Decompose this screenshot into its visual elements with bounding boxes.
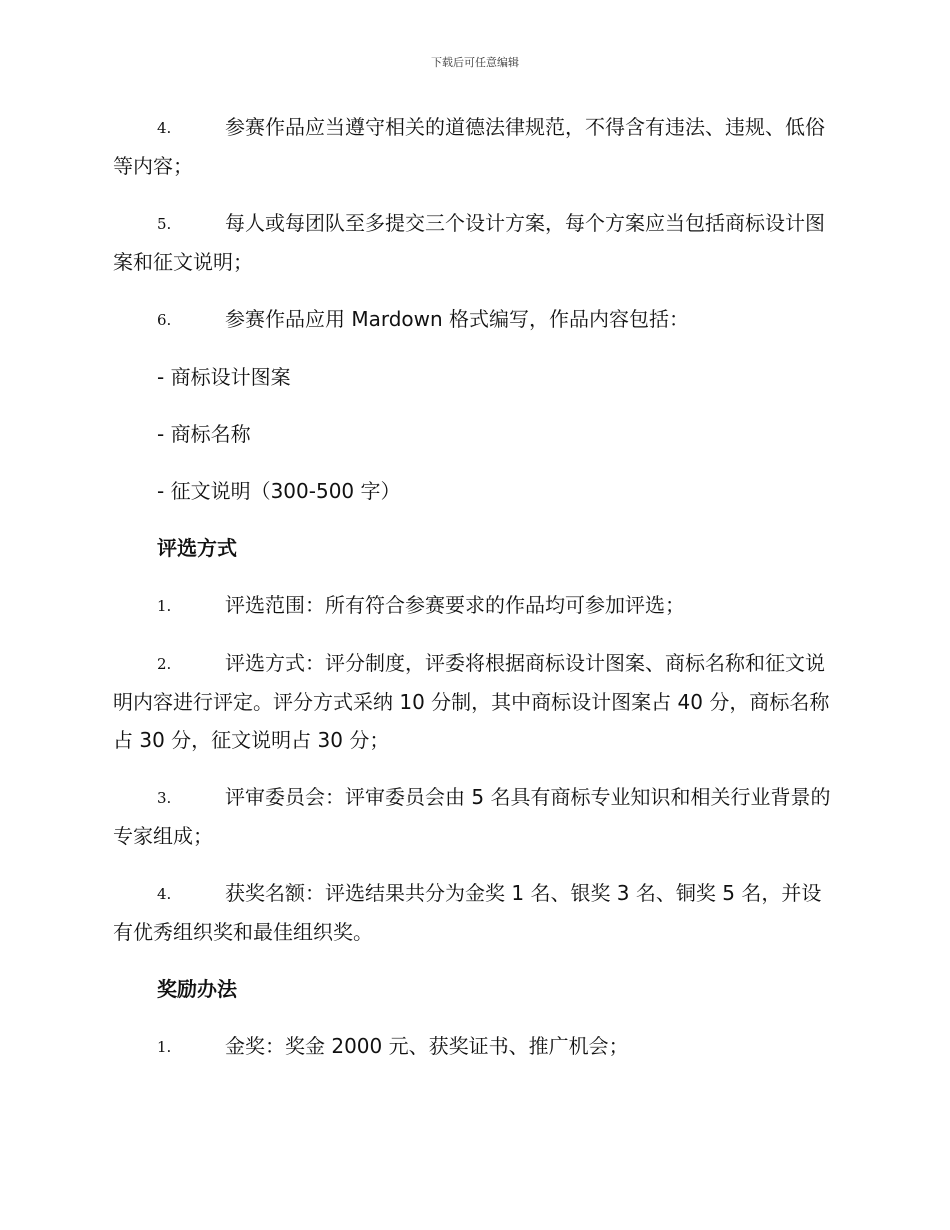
list-item bbox=[113, 300, 835, 339]
list-text: 参赛作品应当遵守相关的道德法律规范，不得含有违法、违规、低俗等内容； bbox=[113, 115, 825, 178]
document-body bbox=[113, 108, 835, 1085]
page-header: 下载后可任意编辑 bbox=[431, 56, 519, 69]
list-item bbox=[113, 1027, 835, 1066]
list-item bbox=[113, 586, 835, 625]
list-number: 5. bbox=[157, 215, 172, 233]
bullet-item: - 商标设计图案 bbox=[157, 365, 291, 389]
list-text: 每人或每团队至多提交三个设计方案，每个方案应当包括商标设计图案和征文说明； bbox=[113, 211, 825, 274]
list-number: 1. bbox=[157, 597, 172, 615]
list-number: 4. bbox=[157, 119, 172, 137]
list-text: 评选方式：评分制度，评委将根据商标设计图案、商标名称和征文说明内容进行评定。评分方式采纳 10 分制，其中商标设计图案占 40 分，商标名称占 30 分，征文说明占 30 分； bbox=[113, 651, 830, 752]
section-heading: 评选方式 bbox=[157, 536, 237, 560]
list-item bbox=[113, 874, 835, 951]
list-number: 6. bbox=[157, 311, 172, 329]
list-text: 评审委员会：评审委员会由 5 名具有商标专业知识和相关行业背景的专家组成； bbox=[113, 785, 831, 848]
list-number: 3. bbox=[157, 789, 172, 807]
list-text: 获奖名额：评选结果共分为金奖 1 名、银奖 3 名、铜奖 5 名，并设有优秀组织奖和最佳组织奖。 bbox=[113, 881, 822, 944]
list-text: 金奖：奖金 2000 元、获奖证书、推广机会； bbox=[225, 1034, 629, 1058]
list-item bbox=[113, 204, 835, 281]
list-number: 2. bbox=[157, 655, 172, 673]
list-item bbox=[113, 778, 835, 855]
list-text: 评选范围：所有符合参赛要求的作品均可参加评选； bbox=[225, 593, 685, 617]
list-item bbox=[113, 108, 835, 185]
list-item bbox=[113, 644, 835, 759]
list-number: 4. bbox=[157, 885, 172, 903]
list-number: 1. bbox=[157, 1038, 172, 1056]
list-text: 参赛作品应用 Mardown 格式编写，作品内容包括： bbox=[225, 307, 690, 331]
bullet-item: - 商标名称 bbox=[157, 422, 251, 446]
section-heading: 奖励办法 bbox=[157, 977, 237, 1001]
bullet-item: - 征文说明（300-500 字） bbox=[157, 479, 401, 503]
